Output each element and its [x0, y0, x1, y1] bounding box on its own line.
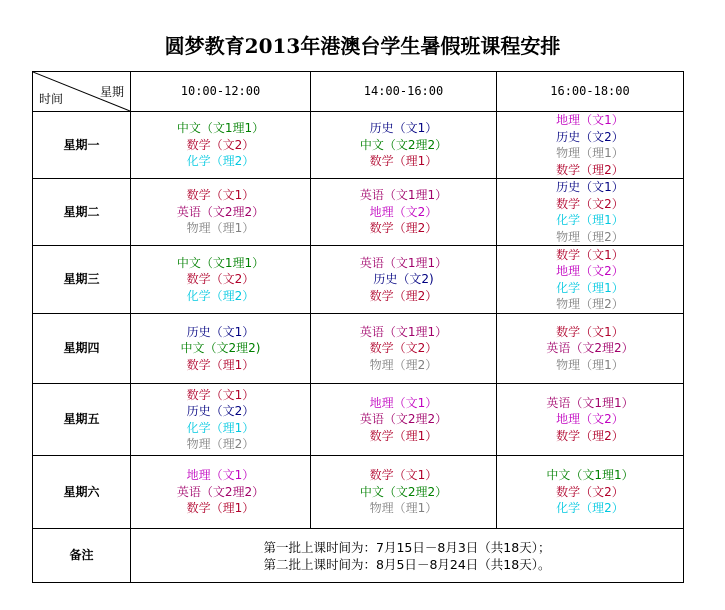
note-line: 第二批上课时间为：8月5日－8月24日（共18天）。: [263, 556, 551, 572]
corner-cell: [33, 72, 131, 112]
class-entry: 数学（文1）: [556, 247, 624, 262]
class-entry: 物理（理1）: [556, 357, 624, 372]
class-entry: 数学（理2）: [556, 428, 624, 443]
class-entry: 物理（理2）: [369, 357, 438, 372]
class-entry: 数学（文2）: [556, 196, 624, 211]
class-entry: 数学（文2）: [556, 484, 624, 499]
schedule-cell: [131, 314, 311, 384]
class-entry: 地理（文2）: [556, 412, 624, 427]
class-entry: 数学（理1）: [369, 428, 438, 443]
class-entry: 历史（文2）: [556, 129, 624, 144]
class-entry: 数学（文1）: [186, 188, 255, 203]
schedule-cell: [497, 384, 684, 456]
day-name: 星期四: [33, 314, 131, 384]
day-row: [33, 246, 684, 314]
day-row: [33, 384, 684, 456]
class-entry: 化学（理2）: [556, 501, 624, 516]
slot-header-2: 14:00-16:00: [311, 72, 497, 112]
class-entry: 数学（理1）: [186, 357, 255, 372]
class-entry: 物理（理1）: [369, 501, 438, 516]
time-label: 时间: [39, 91, 64, 106]
class-entry: 历史（文2): [373, 272, 434, 287]
class-entry: 英语（文2理2）: [176, 204, 265, 219]
notes-label: 备注: [33, 529, 131, 583]
schedule-cell: [131, 456, 311, 529]
class-entry: 地理（文1）: [186, 468, 255, 483]
class-entry: 历史（文2）: [186, 404, 255, 418]
schedule-cell: [497, 179, 684, 246]
class-entry: 英语（文1理1）: [359, 255, 448, 270]
schedule-cell: [131, 384, 311, 456]
schedule-cell: [311, 246, 497, 314]
schedule-cell: [497, 456, 684, 529]
class-entry: 地理（文2）: [369, 204, 438, 219]
page-title: 圆梦教育2013年港澳台学生暑假班课程安排: [164, 34, 561, 58]
schedule-cell: [311, 456, 497, 529]
schedule-cell: [131, 246, 311, 314]
class-entry: 物理（理1）: [186, 221, 255, 236]
class-entry: 物理（理2）: [186, 437, 255, 451]
day-name: 星期六: [33, 456, 131, 529]
class-entry: 数学（文1）: [369, 468, 438, 483]
class-entry: 历史（文1）: [556, 180, 624, 194]
class-entry: 历史（文1）: [369, 121, 438, 136]
schedule-cell: [497, 314, 684, 384]
schedule-cell: [131, 112, 311, 179]
schedule-cell: [497, 246, 684, 314]
slot-header-3: 16:00-18:00: [497, 72, 684, 112]
schedule-cell: [311, 314, 497, 384]
schedule-cell: [311, 384, 497, 456]
schedule-cell: [131, 179, 311, 246]
class-entry: 数学（理1）: [369, 154, 438, 169]
class-entry: 物理（理2）: [556, 297, 624, 311]
class-entry: 数学（文2）: [186, 137, 255, 152]
day-name: 星期五: [33, 384, 131, 456]
schedule-cell: [311, 112, 497, 179]
class-entry: 化学（理2）: [186, 288, 255, 303]
class-entry: 化学（理1）: [556, 280, 624, 295]
class-entry: 物理（理2）: [556, 229, 624, 244]
class-entry: 数学（文1）: [556, 324, 624, 339]
class-entry: 地理（文1）: [369, 395, 438, 410]
day-row: [33, 179, 684, 246]
class-entry: 中文（文2理2）: [359, 137, 448, 152]
class-entry: 中文（文2理2）: [359, 484, 448, 499]
schedule-cell: [497, 112, 684, 179]
class-entry: 中文（文1理1）: [546, 468, 634, 483]
class-entry: 化学（理1）: [556, 213, 624, 227]
day-name: 星期二: [33, 179, 131, 246]
class-entry: 中文（文1理1）: [176, 121, 265, 136]
class-entry: 中文（文2理2): [180, 341, 261, 356]
class-entry: 化学（理2）: [186, 154, 255, 169]
class-entry: 物理（理1）: [556, 146, 624, 160]
day-label: 星期: [99, 85, 124, 99]
class-entry: 英语（文1理1）: [546, 395, 634, 410]
class-entry: 英语（文1理1）: [359, 188, 448, 203]
header-row: [33, 72, 684, 112]
class-entry: 数学（理2）: [556, 162, 624, 177]
class-entry: 英语（文1理1）: [359, 324, 448, 339]
class-entry: 英语（文2理2）: [546, 341, 634, 356]
schedule-table: [32, 71, 684, 583]
class-entry: 数学（理1）: [186, 501, 255, 516]
class-entry: 地理（文2）: [556, 264, 624, 278]
class-entry: 中文（文1理1）: [176, 255, 265, 270]
day-row: [33, 456, 684, 529]
notes-row: [33, 529, 684, 583]
class-entry: 数学（文2）: [186, 272, 255, 287]
class-entry: 数学（文1）: [186, 387, 255, 402]
class-entry: 化学（理1）: [186, 420, 255, 435]
notes-content: [131, 529, 684, 583]
class-entry: 英语（文2理2）: [176, 484, 265, 499]
class-entry: 历史（文1）: [186, 324, 255, 339]
slot-header-1: 10:00-12:00: [131, 72, 311, 112]
class-entry: 地理（文1）: [556, 113, 624, 127]
class-entry: 英语（文2理2）: [359, 412, 448, 427]
day-name: 星期一: [33, 112, 131, 179]
day-row: [33, 314, 684, 384]
schedule-cell: [311, 179, 497, 246]
class-entry: 数学（理2）: [369, 221, 438, 236]
class-entry: 数学（文2）: [369, 341, 438, 356]
note-line: 第一批上课时间为：7月15日－8月3日（共18天）；: [263, 539, 551, 555]
day-name: 星期三: [33, 246, 131, 314]
day-row: [33, 112, 684, 179]
class-entry: 数学（理2）: [369, 288, 438, 303]
